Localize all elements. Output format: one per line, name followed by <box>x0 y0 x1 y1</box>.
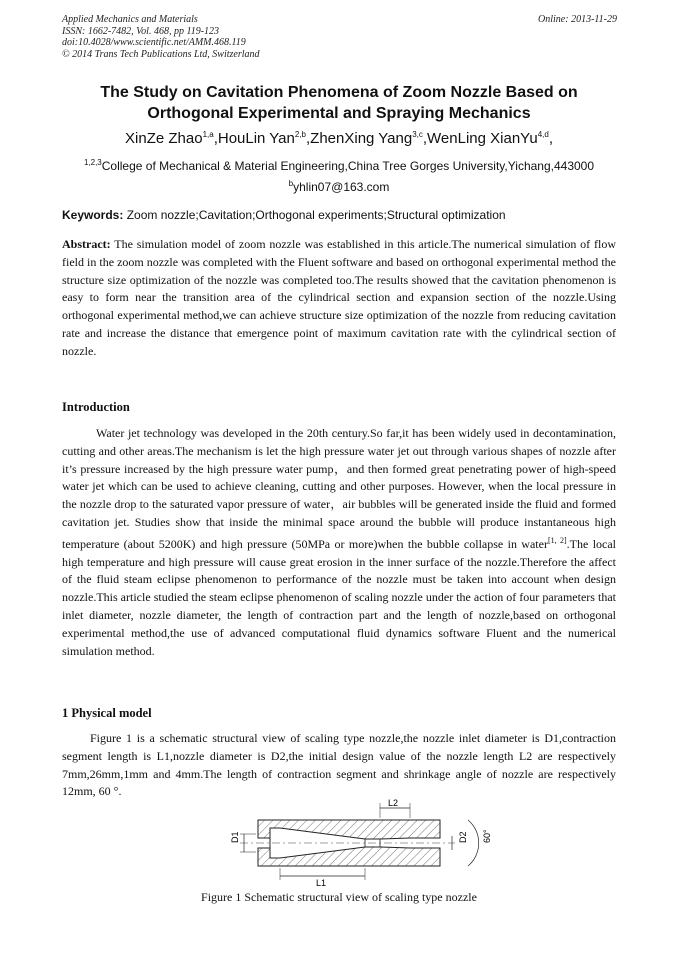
figure-caption: Figure 1 Schematic structural view of scaling type nozzle <box>201 890 477 904</box>
author-sup: 1,a <box>202 130 214 139</box>
label-d2: D2 <box>458 831 468 843</box>
author-separator: , <box>422 130 428 147</box>
title-line-2: Orthogonal Experimental and Spraying Mechanics <box>147 105 531 122</box>
abstract <box>62 236 616 361</box>
author-separator: , <box>213 130 218 147</box>
abstract-label: Abstract: <box>62 237 111 251</box>
journal-copyright: © 2014 Trans Tech Publications Ltd, Switzerland <box>62 48 260 60</box>
keywords <box>62 207 616 223</box>
label-l2: L2 <box>388 798 399 808</box>
label-angle: 60° <box>482 829 492 843</box>
label-l1: L1 <box>316 878 327 888</box>
journal-name: Applied Mechanics and Materials <box>62 14 198 25</box>
affiliation-text: College of Mechanical & Material Engineering,China Tree Gorges University,Yichang,443000 <box>101 159 595 173</box>
label-d1: D1 <box>230 831 240 843</box>
author-separator: , <box>306 130 311 147</box>
journal-header <box>62 14 617 60</box>
affiliation <box>62 154 616 196</box>
affiliation-sup: 1,2,3 <box>83 158 102 167</box>
author-name: WenLing XianYu <box>427 130 538 147</box>
nozzle-diagram <box>210 798 510 888</box>
nozzle-figure <box>210 798 510 888</box>
nozzle-body <box>240 820 455 866</box>
title-line-1: The Study on Cavitation Phenomena of Zoom Nozzle Based on <box>100 84 578 101</box>
author-name: ZhenXing Yang <box>310 130 413 147</box>
email-sup: b <box>288 179 294 188</box>
author-list <box>62 126 616 148</box>
author-separator: , <box>548 130 553 147</box>
physical-model-heading: 1 Physical model <box>62 706 152 720</box>
physical-model-paragraph: Figure 1 is a schematic structural view of scaling type nozzle,the nozzle inlet diameter is D1,contraction segment length is L1,nozzle diameter is D2,the initial design value of the nozzle length L2 are respectively 7mm,26mm,1mm and 4mm.The length of contraction segment and shrinkage angle of nozzle are respectively 12mm, 60 °. <box>62 731 616 799</box>
intro-text-1: Water jet technology was developed in the 20th century.So far,it has been widely used in decontamination, cutting and other areas.The mechanism is let the high pressure water jet out through various shapes of nozzle after it’s pressure increased by the high pressure water pump，and then formed great penetrating power of high-speed water jet which can be used to achieve cleaning, cutting and other purposes. However, when the local pressure in the nozzle drop to the saturated vapor pressure of water，air bubbles will be generated inside the fluid and formed cavitation jet. Studies show that inside the minimal space around the bubble will produce instantaneous high temperature (about 5200K) and high pressure (50MPa or more)when the bubble collapse in water <box>62 426 616 551</box>
introduction-paragraph <box>62 425 616 660</box>
journal-issn: ISSN: 1662-7482, Vol. 468, pp 119-123 <box>62 25 220 37</box>
author-name: XinZe Zhao <box>125 130 203 147</box>
paper-title <box>62 82 616 124</box>
intro-text-2: .The local high temperature and high pressure will cause great erosion in the inner surface of the nozzle.Therefore the affect of the fluid steam eclipse phenomenon to performance of the nozzle must be taken into account when design nozzle.This article studied the steam eclipse phenomenon of scaling nozzle under the action of four parameters that inlet diameter, nozzle diameter, the length of contraction part and the length of nozzle,based on orthogonal experimental method,the use of advanced computational fluid dynamics software Fluent and the numerical simulation method. <box>62 536 617 658</box>
keywords-text: Zoom nozzle;Cavitation;Orthogonal experiments;Structural optimization <box>123 208 506 222</box>
abstract-text: The simulation model of zoom nozzle was established in this article.The numerical simulation of flow field in the zoom nozzle was completed with the Fluent software and based on orthogonal experimental method the structure size optimization of the nozzle was completed too.The results showed that the cavitation phenomenon is easy to form near the transition area of the cylindrical section and expansion section of the nozzle.Using orthogonal experimental method,we can achieve structure size optimization of the nozzle from reducing cavitation rate and increase the distance that emergence point of maximum cavitation rate with the cylindrical section of nozzle. <box>62 237 616 358</box>
citation[interactable]: [1, 2] <box>547 535 567 545</box>
author-sup: 3,c <box>412 130 423 139</box>
journal-doi: doi:10.4028/www.scientific.net/AMM.468.119 <box>62 37 246 48</box>
author-sup: 4,d <box>537 130 549 139</box>
keywords-label: Keywords: <box>62 208 124 222</box>
author-sup: 2,b <box>294 130 306 139</box>
dimension-lines <box>240 803 479 880</box>
online-date: Online: 2013-11-29 <box>538 14 617 25</box>
author-name: HouLin Yan <box>217 130 295 147</box>
introduction-heading: Introduction <box>62 400 130 414</box>
author-email[interactable]: yhlin07@163.com <box>293 180 390 194</box>
